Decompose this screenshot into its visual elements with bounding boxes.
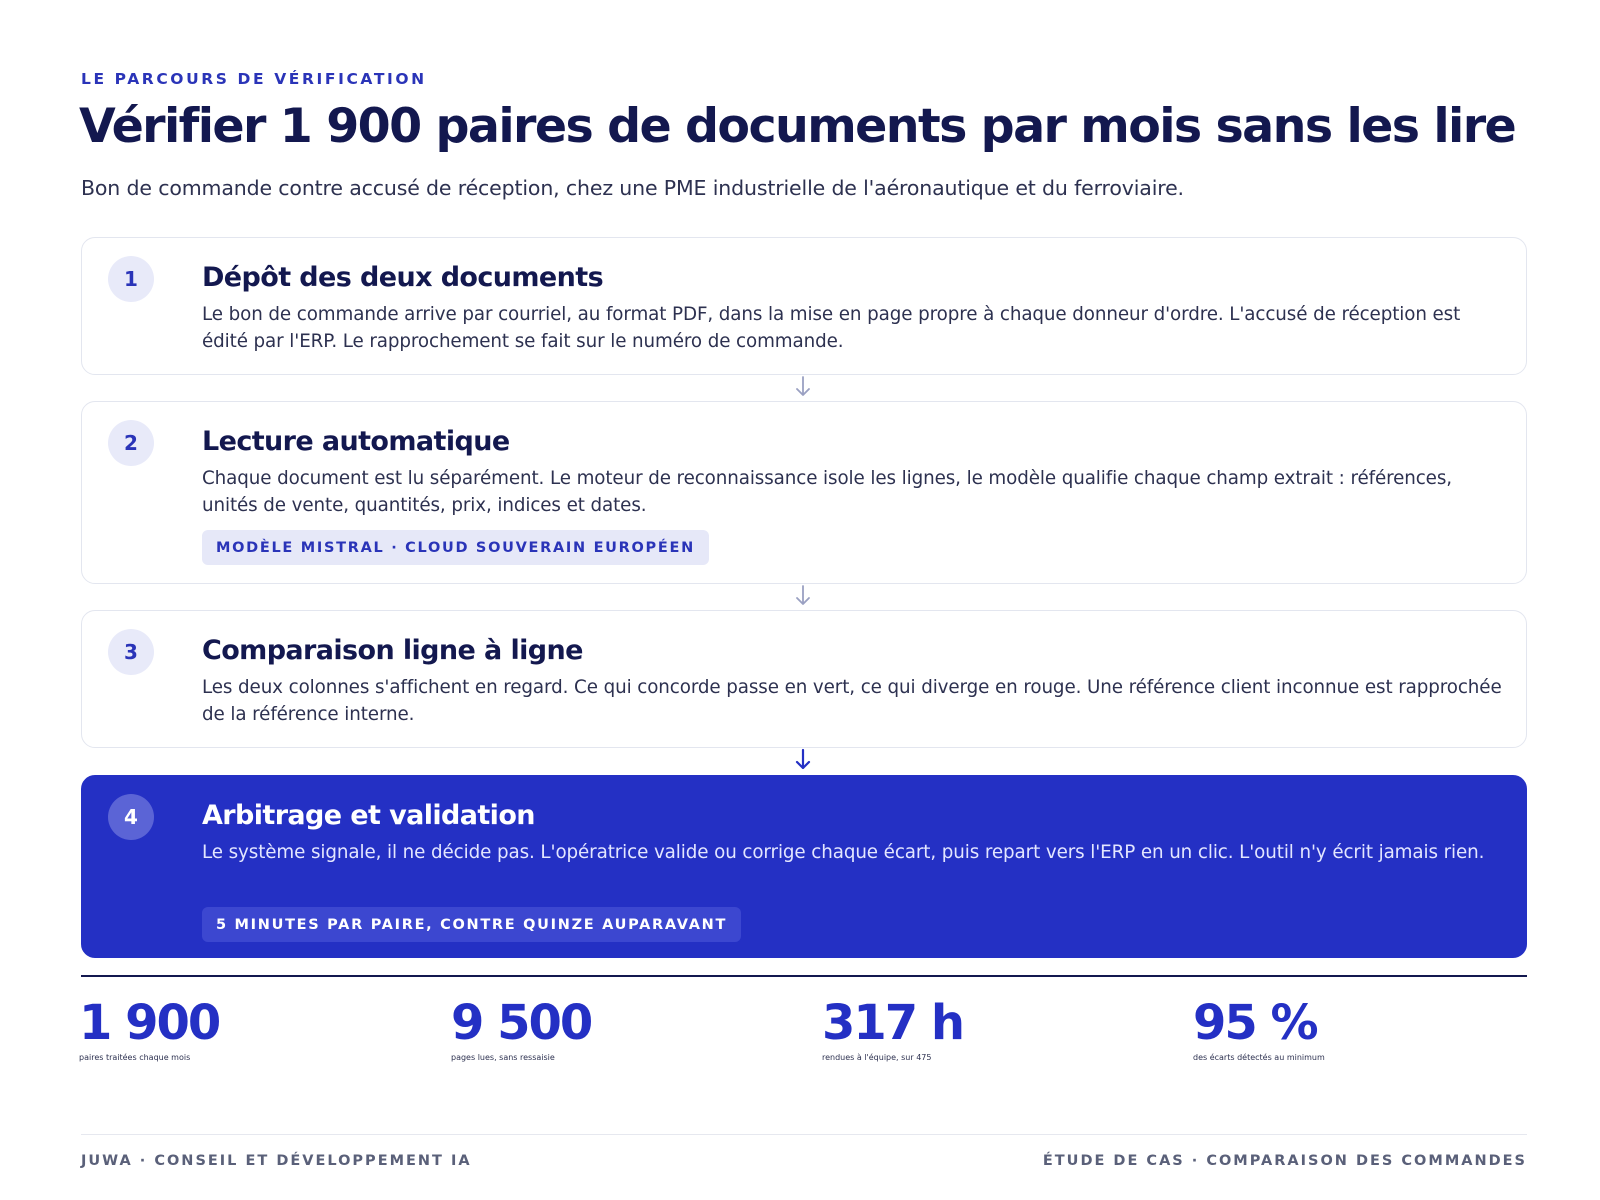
- stat-detection: [1193, 995, 1553, 1062]
- stat-value: 1 900: [79, 995, 220, 1051]
- stat-label: des écarts détectés au minimum: [1193, 1053, 1325, 1062]
- step-tag: MODÈLE MISTRAL · CLOUD SOUVERAIN EUROPÉEN: [202, 530, 709, 565]
- footer-case-study: ÉTUDE DE CAS · COMPARAISON DES COMMANDES: [1042, 1153, 1527, 1169]
- step-description: Le bon de commande arrive par courriel, au format PDF, dans la mise en page propre à chaque donneur d'ordre. L'accusé de réception est édité par l'ERP. Le rapprochement se fait sur le numéro de commande.: [202, 304, 1461, 352]
- step-title: Dépôt des deux documents: [202, 262, 604, 293]
- step-tag: 5 MINUTES PAR PAIRE, CONTRE QUINZE AUPARAVANT: [202, 907, 741, 942]
- stat-label: paires traitées chaque mois: [79, 1053, 191, 1062]
- stat-value: 9 500: [451, 995, 592, 1051]
- stat-value: 317 h: [822, 995, 964, 1051]
- page-title: Vérifier 1 900 paires de documents par mois sans les lire: [79, 99, 1516, 154]
- arrow-down-icon: [794, 747, 812, 773]
- eyebrow: LE PARCOURS DE VÉRIFICATION: [81, 70, 427, 88]
- stat-hours: [822, 995, 1182, 1062]
- footer-brand: JUWA · CONSEIL ET DÉVELOPPEMENT IA: [81, 1153, 472, 1169]
- footer-divider: [81, 1134, 1527, 1135]
- stat-value: 95 %: [1193, 995, 1317, 1051]
- page-subtitle: Bon de commande contre accusé de réception, chez une PME industrielle de l'aéronautique et du ferroviaire.: [81, 176, 1184, 200]
- step-title: Comparaison ligne à ligne: [202, 635, 583, 666]
- step-description: Le système signale, il ne décide pas. L'opératrice valide ou corrige chaque écart, puis repart vers l'ERP en un clic. L'outil n'y écrit jamais rien.: [202, 842, 1485, 863]
- step-description: Chaque document est lu séparément. Le moteur de reconnaissance isole les lignes, le modèle qualifie chaque champ extrait : références, unités de vente, quantités, prix, indices et dates.: [202, 468, 1452, 516]
- arrow-down-icon: [794, 583, 812, 609]
- step-title: Arbitrage et validation: [202, 800, 535, 831]
- stat-pairs: [79, 995, 439, 1062]
- step-card-2: [81, 401, 1527, 584]
- step-number-badge: 3: [108, 629, 154, 675]
- step-description: Les deux colonnes s'affichent en regard. Ce qui concorde passe en vert, ce qui diverge en rouge. Une référence client inconnue est rapprochée de la référence interne.: [202, 677, 1502, 725]
- arrow-down-icon: [794, 374, 812, 400]
- step-card-4: [81, 775, 1527, 958]
- stats-divider: [81, 975, 1527, 977]
- step-card-1: [81, 237, 1527, 375]
- stat-pages: [451, 995, 811, 1062]
- step-number-badge: 1: [108, 256, 154, 302]
- step-card-3: [81, 610, 1527, 748]
- stat-label: pages lues, sans ressaisie: [451, 1053, 555, 1062]
- stat-label: rendues à l'équipe, sur 475: [822, 1053, 932, 1062]
- step-title: Lecture automatique: [202, 426, 510, 457]
- step-number-badge: 4: [108, 794, 154, 840]
- step-number-badge: 2: [108, 420, 154, 466]
